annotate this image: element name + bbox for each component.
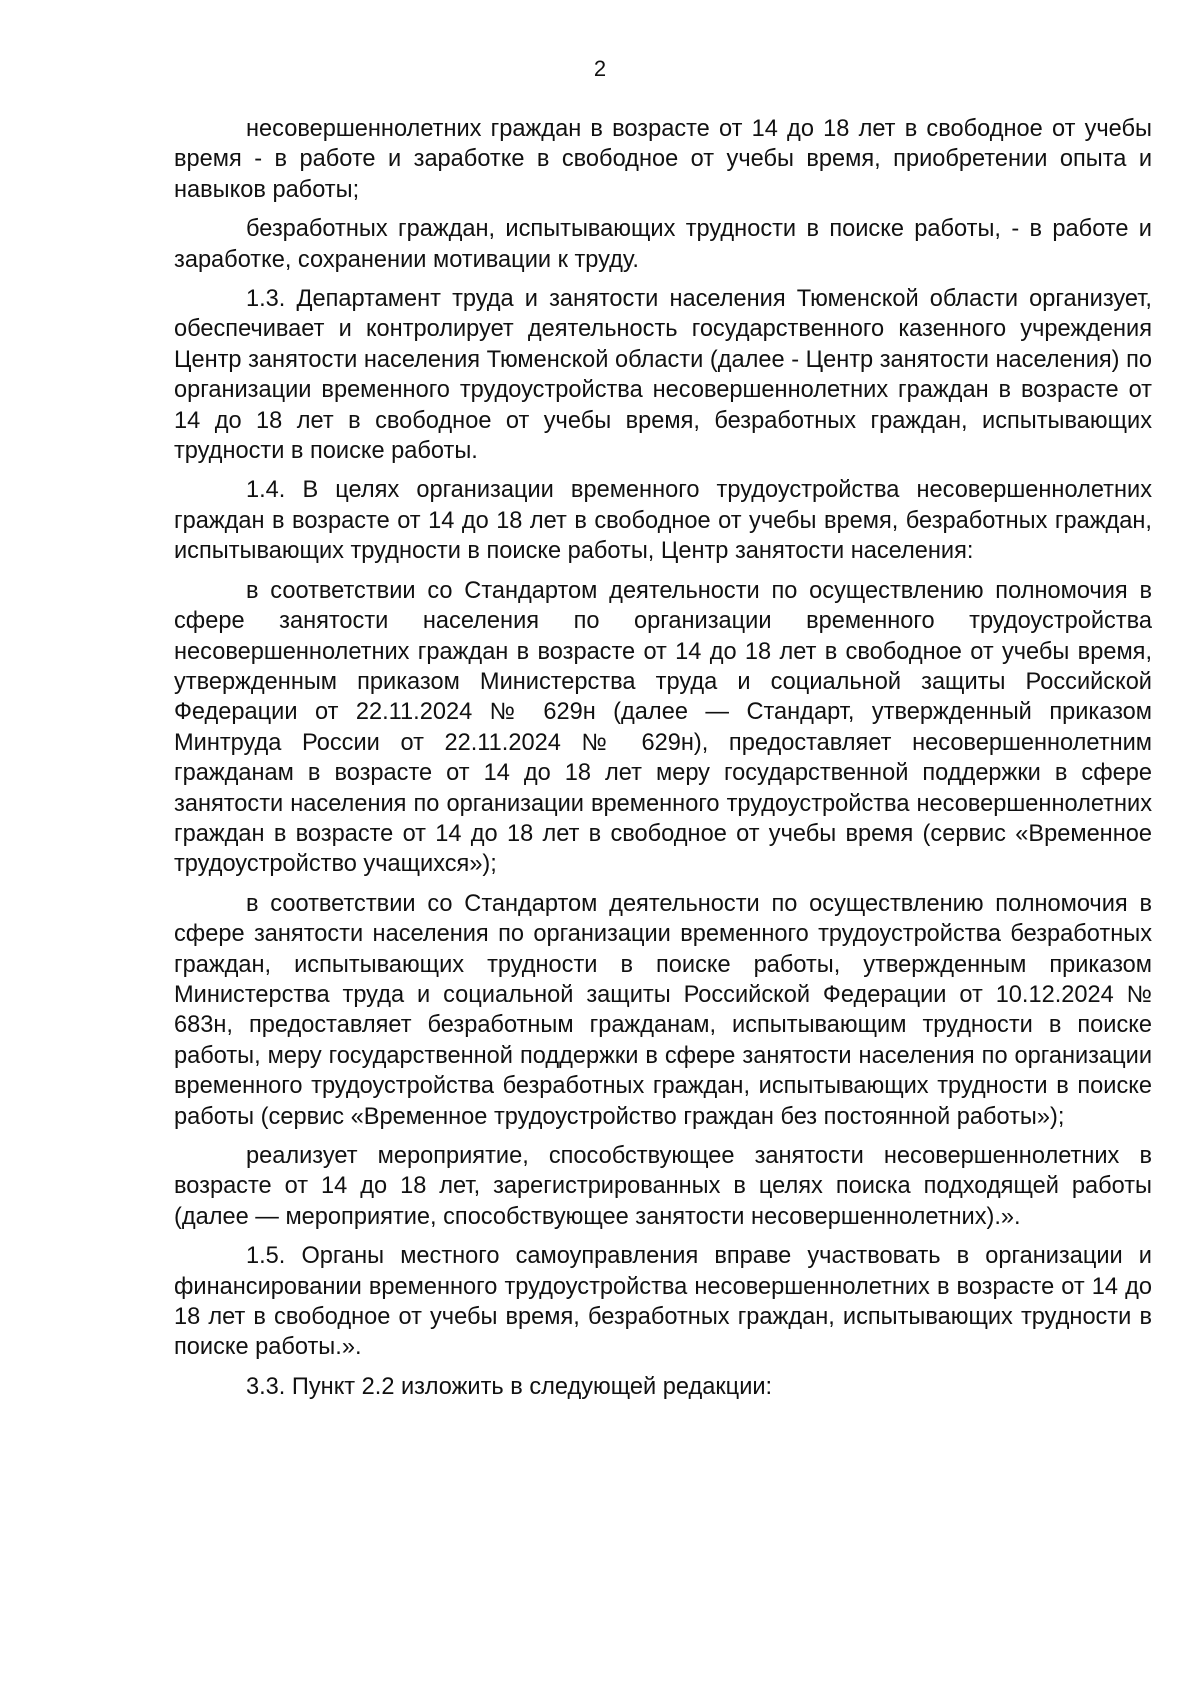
paragraph-1-3: 1.3. Департамент труда и занятости населения Тюменской области организует, обеспечивает и контролирует деятельность государственного казенного учреждения Центр занятости населения Тюменской области (далее - Центр занятости населения) по организации временного трудоустройства несовершеннолетних граждан в возрасте от 14 до 18 лет в свободное от учебы время, безработных граждан, испытывающих трудности в поиске работы. xyxy=(174,286,1152,465)
paragraph-1-4: 1.4. В целях организации временного трудоустройства несовершеннолетних граждан в возрасте от 14 до 18 лет в свободное от учебы время, безработных граждан, испытывающих трудности в поиске работы, Центр занятости населения: xyxy=(174,477,1152,565)
paragraph-measure-minors: реализует мероприятие, способствующее занятости несовершеннолетних в возрасте от 14 до 18 лет, зарегистрированных в целях поиска подходящей работы (далее — мероприятие, способствующее занятости несовершеннолетних).». xyxy=(174,1143,1152,1230)
page-number: 2 xyxy=(593,56,607,81)
paragraph-3-3: 3.3. Пункт 2.2 изложить в следующей редакции: xyxy=(246,1373,773,1400)
paragraph-standard-629n: в соответствии со Стандартом деятельности по осуществлению полномочия в сфере занятости населения по организации временного трудоустройства несовершеннолетних граждан в возрасте от 14 до 18 лет в свободное от учебы время, утвержденным приказом Министерства труда и социальной защиты Российской Федерации от 22.11.2024 № 629н (далее — Стандарт, утвержденный приказом Минтруда России от 22.11.2024 № 629н), предоставляет несовершеннолетним гражданам в возрасте от 14 до 18 лет меру государственной поддержки в сфере занятости населения по организации временного трудоустройства несовершеннолетних граждан в возрасте от 14 до 18 лет в свободное от учебы время (сервис «Временное трудоустройство учащихся»); xyxy=(174,577,1152,878)
paragraph-minors-help: несовершеннолетних граждан в возрасте от 14 до 18 лет в свободное от учебы время - в работе и заработке в свободное от учебы время, приобретении опыта и навыков работы; xyxy=(174,116,1152,203)
paragraph-unemployed-help: безработных граждан, испытывающих трудности в поиске работы, - в работе и заработке, сохранении мотивации к труду. xyxy=(174,216,1152,273)
document-body xyxy=(174,114,1152,1402)
paragraph-1-5: 1.5. Органы местного самоуправления вправе участвовать в организации и финансировании временного трудоустройства несовершеннолетних в возрасте от 14 до 18 лет в свободное от учебы время, безработных граждан, испытывающих трудности в поиске работы.». xyxy=(174,1243,1152,1361)
paragraph-standard-683n: в соответствии со Стандартом деятельности по осуществлению полномочия в сфере занятости населения по организации временного трудоустройства безработных граждан, испытывающих трудности в поиске работы, утвержденным приказом Министерства труда и социальной защиты Российской Федерации от 10.12.2024 № 683н, предоставляет безработным гражданам, испытывающим трудности в поиске работы, меру государственной поддержки в сфере занятости населения по организации временного трудоустройства безработных граждан, испытывающих трудности в поиске работы (сервис «Временное трудоустройство граждан без постоянной работы»); xyxy=(174,890,1152,1130)
